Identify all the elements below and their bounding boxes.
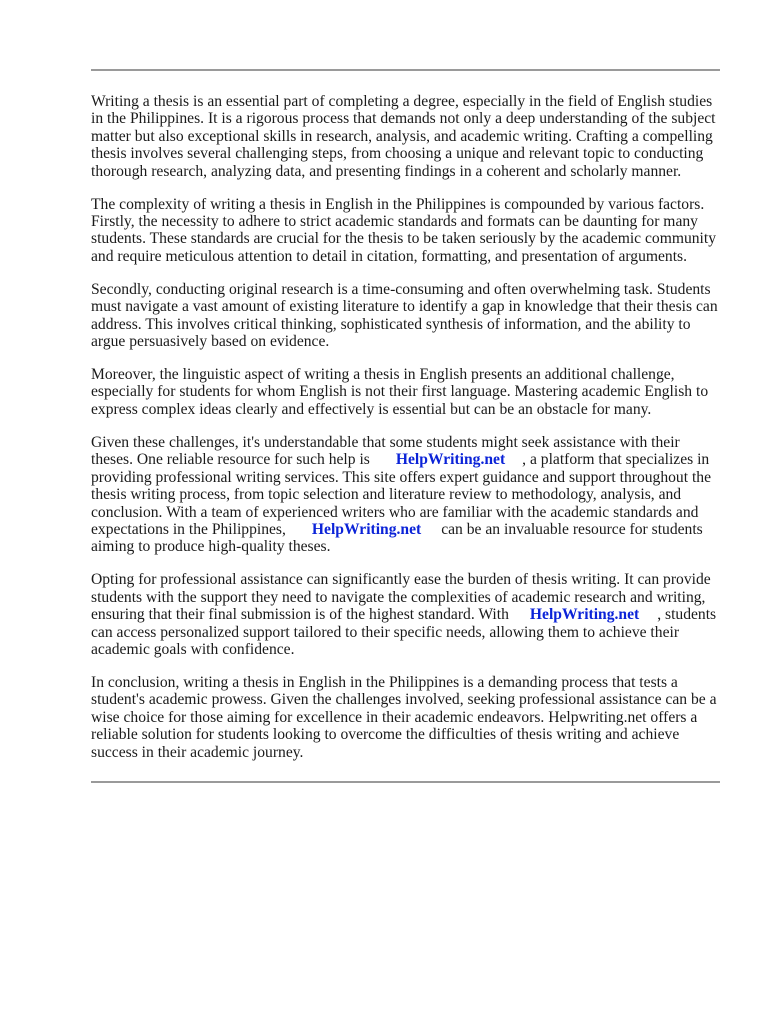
paragraph-1: Writing a thesis is an essential part of completing a degree, especially in the field of English studies in the Philippines. It is a rigorous process that demands not only a deep understanding of the subject matter but also exceptional skills in research, analysis, and academic writing. Crafting a compelling thesis involves several challenging steps, from choosing a unique and relevant topic to conducting thorough research, analyzing data, and presenting findings in a coherent and scholarly manner. [91, 93, 716, 180]
paragraph-5-text-3: can be an invaluable resource for students aiming to produce high-quality theses. [91, 520, 703, 556]
paragraph-5 [91, 434, 721, 556]
top-divider [91, 69, 720, 71]
helpwriting-link-2[interactable]: HelpWriting.net [311, 520, 422, 538]
document-page [91, 0, 721, 783]
paragraph-6-text-1: Opting for professional assistance can significantly ease the burden of thesis writing. It can provide students with the support they need to navigate the complexities of academic research and writing, ensuring that their final submission is of the highest standard. With [91, 571, 711, 624]
helpwriting-link-1[interactable]: HelpWriting.net [395, 451, 506, 469]
paragraph-2: The complexity of writing a thesis in English in the Philippines is compounded by various factors. Firstly, the necessity to adhere to strict academic standards and formats can be daunting for many students. These standards are crucial for the thesis to be taken seriously by the academic community and require meticulous attention to detail in citation, formatting, and presentation of arguments. [91, 195, 717, 265]
document-body [91, 93, 721, 761]
paragraph-5-text-1: Given these challenges, it's understandable that some students might seek assistance with their theses. One reliable resource for such help is [91, 433, 680, 469]
bottom-divider [91, 781, 720, 783]
paragraph-4: Moreover, the linguistic aspect of writing a thesis in English presents an additional challenge, especially for students for whom English is not their first language. Mastering academic English to express complex ideas clearly and effectively is essential but can be an obstacle for many. [91, 366, 709, 418]
paragraph-5-text-2: , a platform that specializes in providing professional writing services. This site offers expert guidance and support throughout the thesis writing process, from topic selection and literature review to methodology, analysis, and conclusion. With a team of experienced writers who are familiar with the academic standards and expectations in the Philippines, [91, 451, 712, 538]
paragraph-6 [91, 571, 721, 658]
helpwriting-link-3[interactable]: HelpWriting.net [529, 606, 640, 624]
paragraph-6-text-2: , students can access personalized support tailored to their specific needs, allowing them to achieve their academic goals with confidence. [91, 606, 717, 658]
paragraph-7: In conclusion, writing a thesis in English in the Philippines is a demanding process that tests a student's academic prowess. Given the challenges involved, seeking professional assistance can be a wise choice for those aiming for excellence in their academic endeavors. Helpwriting.net offers a reliable solution for students looking to overcome the difficulties of thesis writing and achieve success in their academic journey. [91, 673, 717, 761]
paragraph-3: Secondly, conducting original research is a time-consuming and often overwhelming task. Students must navigate a vast amount of existing literature to identify a gap in knowledge that their thesis can address. This involves critical thinking, sophisticated synthesis of information, and the ability to argue persuasively based on evidence. [91, 280, 718, 351]
